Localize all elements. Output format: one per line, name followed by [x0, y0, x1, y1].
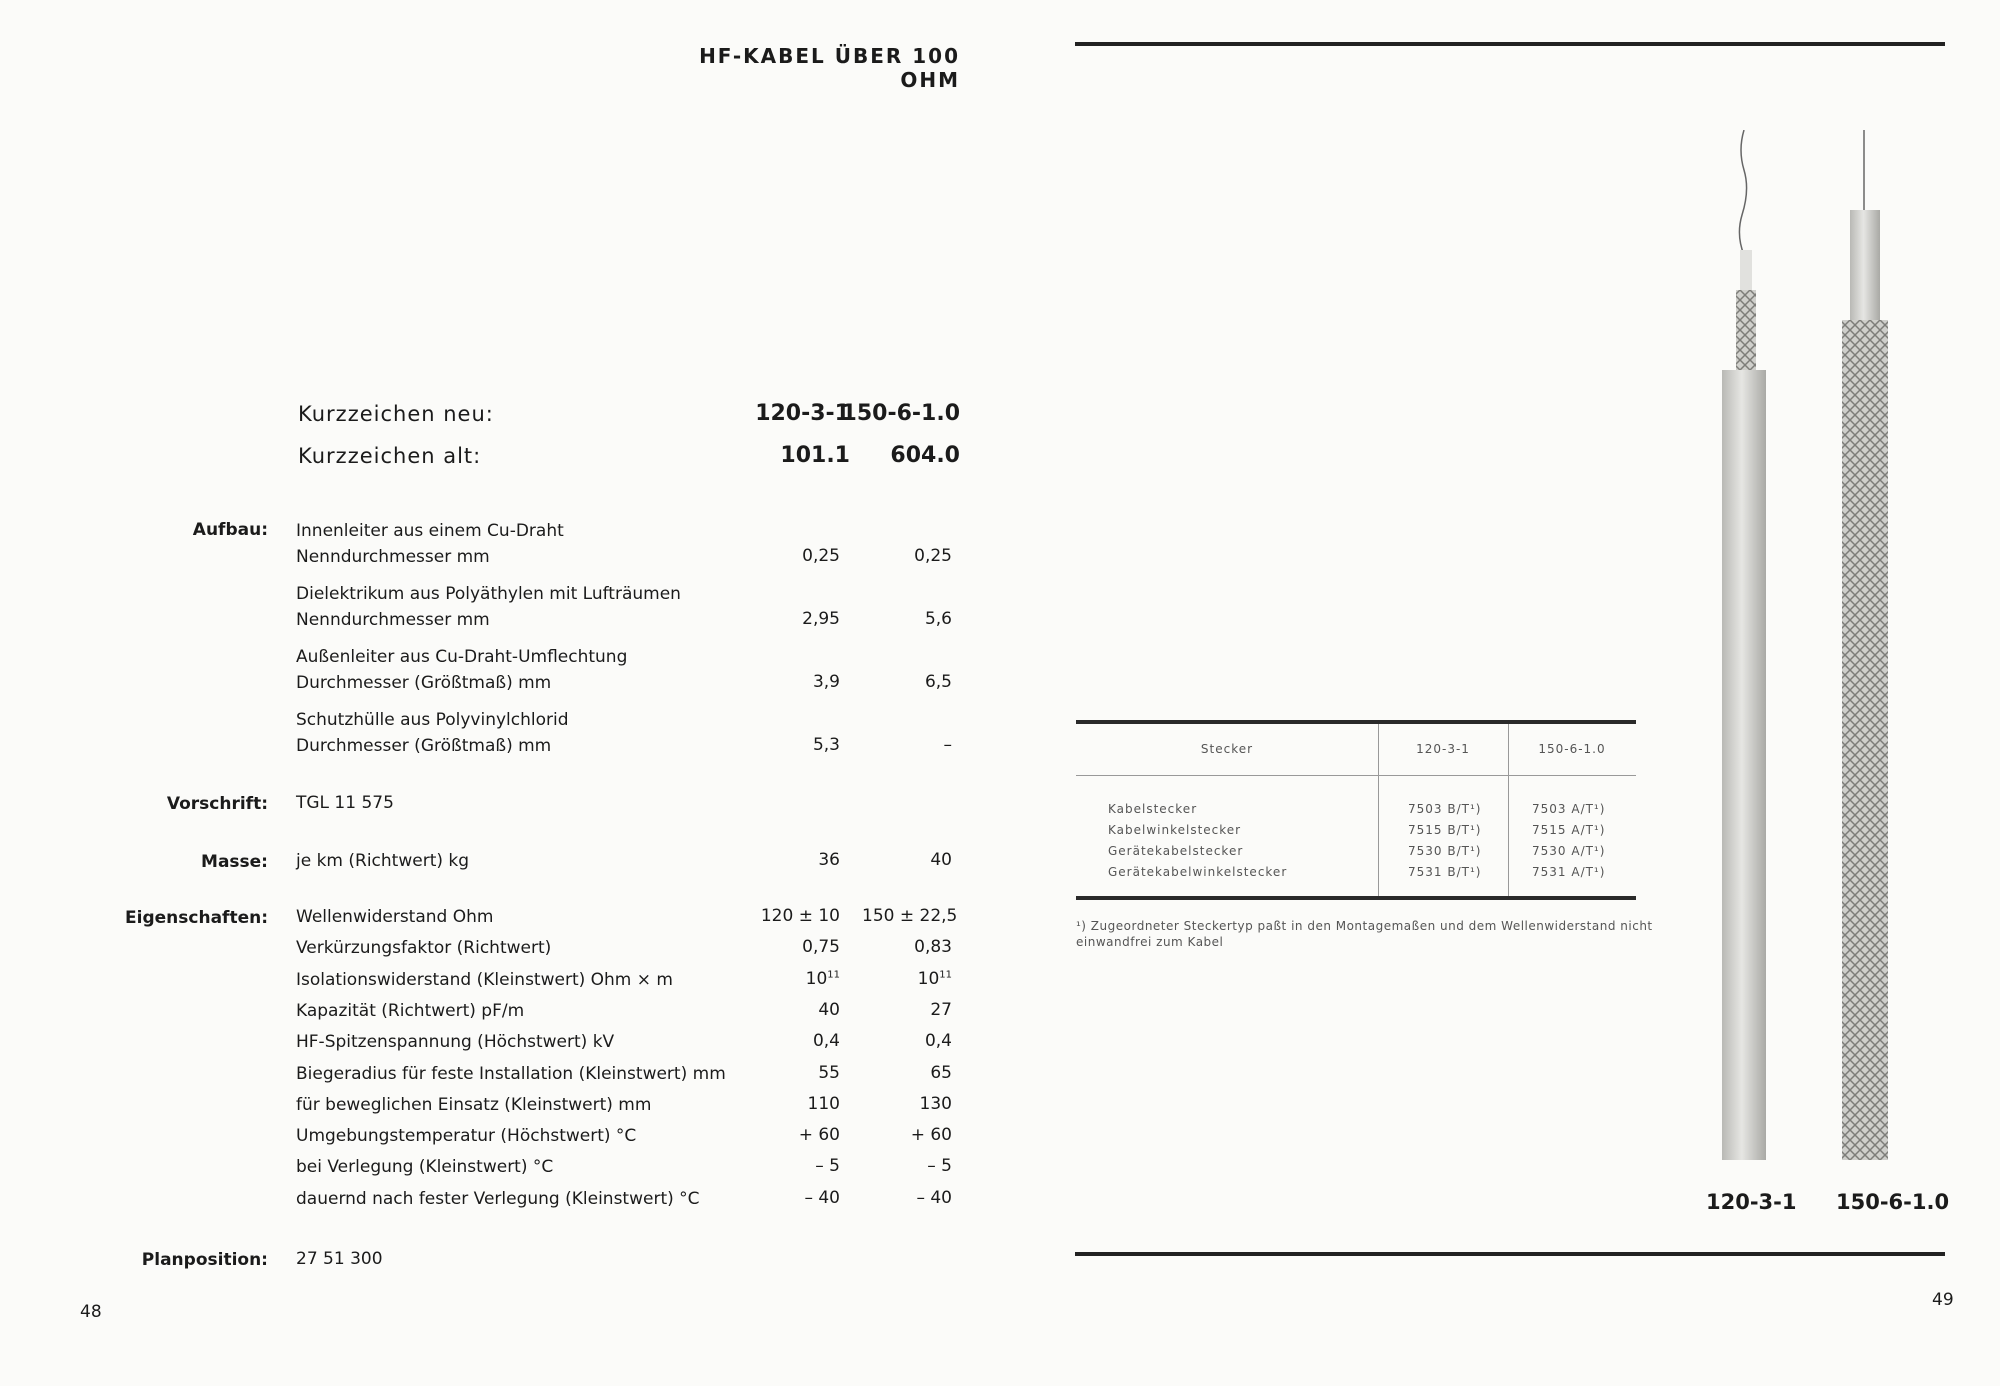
aufbau-value-1: 5,3 [812, 735, 840, 755]
masse-value-2: 40 [930, 850, 952, 870]
eigenschaften-value-text: 0,75 [802, 937, 840, 957]
eigenschaften-value-text: 55 [818, 1063, 840, 1083]
eigenschaften-value-text: 110 [807, 1094, 840, 1114]
aufbau-value-1: 2,95 [802, 609, 840, 629]
aufbau-row-line2: Durchmesser (Größtmaß) mm [296, 673, 552, 693]
eigenschaften-value-text: – 5 [927, 1156, 952, 1176]
eigenschaften-value-text: 150 ± 22,5 [862, 906, 958, 926]
connector-row-c1: 7530 B/T¹) [1408, 844, 1482, 858]
section-label-planposition: Planposition: [141, 1250, 268, 1270]
eigenschaften-value-1 [750, 969, 840, 989]
cable-label-1: 120-3-1 [1706, 1190, 1797, 1214]
eigenschaften-value-text: – 40 [916, 1188, 952, 1208]
eigenschaften-value-text: 0,4 [812, 1031, 840, 1051]
connector-row-name: Gerätekabelwinkelstecker [1108, 865, 1288, 879]
eigenschaften-value-2 [862, 1031, 952, 1051]
eigenschaften-value-1 [750, 1031, 840, 1051]
eigenschaften-row-text: Wellenwiderstand Ohm [296, 907, 494, 927]
cable-120-3-1-icon [1722, 130, 1766, 1160]
connector-footnote: ¹) Zugeordneter Steckertyp paßt in den Montagemaßen und dem Wellenwiderstand nicht einwandfrei zum Kabel [1076, 919, 1653, 949]
eigenschaften-row-text: Isolationswiderstand (Kleinstwert) Ohm × m [296, 970, 673, 990]
eigenschaften-value-text: 27 [930, 1000, 952, 1020]
eigenschaften-value-1 [750, 1000, 840, 1020]
top-rule [1075, 42, 1945, 46]
cable-label-2: 150-6-1.0 [1836, 1190, 1950, 1214]
page-number-left: 48 [80, 1302, 102, 1322]
aufbau-value-1: 3,9 [812, 672, 840, 692]
cable-150-6-1-0-icon [1842, 130, 1888, 1160]
aufbau-value-2: 6,5 [924, 672, 952, 692]
eigenschaften-value-2 [862, 1094, 952, 1114]
eigenschaften-value-2 [862, 1000, 952, 1020]
eigenschaften-value-text: 0,83 [914, 937, 952, 957]
eigenschaften-value-1 [750, 1094, 840, 1114]
section-label-masse: Masse: [201, 852, 268, 872]
eigenschaften-row-text: Verkürzungsfaktor (Richtwert) [296, 938, 552, 958]
connector-row-c2: 7530 A/T¹) [1532, 844, 1606, 858]
kurzzeichen-alt-value-1: 101.1 [780, 443, 850, 468]
eigenschaften-value-text: + 60 [910, 1125, 952, 1145]
eigenschaften-value-1 [750, 1125, 840, 1145]
eigenschaften-value-2 [862, 969, 952, 989]
section-label-eigenschaften: Eigenschaften: [125, 908, 268, 928]
aufbau-row-line2: Durchmesser (Größtmaß) mm [296, 736, 552, 756]
section-label-vorschrift: Vorschrift: [166, 794, 268, 814]
kurzzeichen-alt-value-2: 604.0 [890, 443, 960, 468]
eigenschaften-row-text: bei Verlegung (Kleinstwert) °C [296, 1157, 554, 1177]
eigenschaften-value-text: 40 [818, 1000, 840, 1020]
connector-row-name: Kabelwinkelstecker [1108, 823, 1242, 837]
eigenschaften-row-text: HF-Spitzenspannung (Höchstwert) kV [296, 1032, 615, 1052]
aufbau-row-line1: Dielektrikum aus Polyäthylen mit Lufträumen [296, 584, 681, 604]
planposition-text: 27 51 300 [296, 1249, 383, 1269]
exponent: 11 [939, 969, 952, 981]
eigenschaften-row-text: Kapazität (Richtwert) pF/m [296, 1001, 525, 1021]
aufbau-row-line2: Nenndurchmesser mm [296, 547, 490, 567]
eigenschaften-value-2 [862, 937, 952, 957]
connector-row-c1: 7515 B/T¹) [1408, 823, 1482, 837]
eigenschaften-value-1 [750, 906, 840, 926]
section-label-aufbau: Aufbau: [192, 520, 268, 540]
eigenschaften-value-text: – 40 [804, 1188, 840, 1208]
kurzzeichen-alt-label: Kurzzeichen alt: [298, 444, 482, 468]
eigenschaften-value-text: – 5 [815, 1156, 840, 1176]
eigenschaften-row-text: Biegeradius für feste Installation (Kleinstwert) mm [296, 1064, 726, 1084]
connector-row-c1: 7531 B/T¹) [1408, 865, 1482, 879]
kurzzeichen-neu-label: Kurzzeichen neu: [298, 402, 494, 426]
eigenschaften-value-text: 0,4 [924, 1031, 952, 1051]
eigenschaften-value-text: 10 [917, 969, 940, 989]
eigenschaften-row-text: dauernd nach fester Verlegung (Kleinstwert) °C [296, 1189, 700, 1209]
eigenschaften-value-text: 10 [805, 969, 828, 989]
eigenschaften-value-2 [862, 1156, 952, 1176]
eigenschaften-value-text: 65 [930, 1063, 952, 1083]
aufbau-value-1: 0,25 [802, 546, 840, 566]
connector-header-col1: 120-3-1 [1416, 742, 1470, 756]
bottom-rule [1075, 1252, 1945, 1256]
vorschrift-text: TGL 11 575 [296, 793, 394, 813]
connector-header-stecker: Stecker [1200, 742, 1254, 756]
connector-header-col2: 150-6-1.0 [1538, 742, 1606, 756]
kurzzeichen-neu-value-2: 150-6-1.0 [841, 401, 960, 426]
aufbau-row-line1: Außenleiter aus Cu-Draht-Umflechtung [296, 647, 628, 667]
eigenschaften-value-2 [862, 906, 958, 926]
eigenschaften-value-2 [862, 1188, 952, 1208]
kurzzeichen-neu-value-1: 120-3-1 [755, 401, 850, 426]
eigenschaften-row-text: für beweglichen Einsatz (Kleinstwert) mm [296, 1095, 652, 1115]
masse-value-1: 36 [818, 850, 840, 870]
eigenschaften-value-2 [862, 1063, 952, 1083]
connector-row-c2: 7515 A/T¹) [1532, 823, 1606, 837]
eigenschaften-value-1 [750, 1188, 840, 1208]
aufbau-value-2: 0,25 [914, 546, 952, 566]
connector-row-c2: 7503 A/T¹) [1532, 802, 1606, 816]
connector-row-c2: 7531 A/T¹) [1532, 865, 1606, 879]
masse-text: je km (Richtwert) kg [296, 851, 470, 871]
eigenschaften-value-1 [750, 937, 840, 957]
connector-row-name: Kabelstecker [1108, 802, 1198, 816]
aufbau-value-2: 5,6 [924, 609, 952, 629]
cable-illustration [1700, 130, 1930, 1180]
connector-row-name: Gerätekabelstecker [1108, 844, 1244, 858]
eigenschaften-value-1 [750, 1063, 840, 1083]
exponent: 11 [827, 969, 840, 981]
eigenschaften-value-text: 130 [919, 1094, 952, 1114]
aufbau-row-line1: Schutzhülle aus Polyvinylchlorid [296, 710, 569, 730]
connector-table [1076, 720, 1636, 900]
eigenschaften-value-text: + 60 [798, 1125, 840, 1145]
aufbau-value-2: – [943, 735, 952, 755]
page-title: HF-KABEL ÜBER 100 OHM [699, 44, 960, 92]
eigenschaften-row-text: Umgebungstemperatur (Höchstwert) °C [296, 1126, 637, 1146]
eigenschaften-value-text: 120 ± 10 [760, 906, 840, 926]
aufbau-row-line2: Nenndurchmesser mm [296, 610, 490, 630]
eigenschaften-value-2 [862, 1125, 952, 1145]
aufbau-row-line1: Innenleiter aus einem Cu-Draht [296, 521, 564, 541]
page-number-right: 49 [1932, 1290, 1954, 1310]
eigenschaften-value-1 [750, 1156, 840, 1176]
connector-row-c1: 7503 B/T¹) [1408, 802, 1482, 816]
